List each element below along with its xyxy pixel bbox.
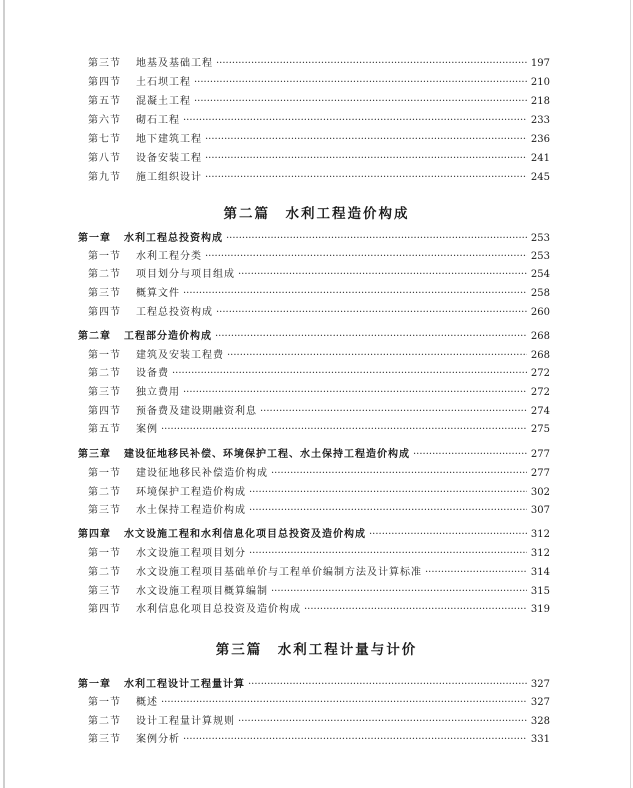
toc-section: 第三节 案例分析 ····· 331: [88, 733, 550, 747]
toc-section: 第三节 水土保持工程造价构成 ····· 307: [88, 504, 550, 518]
toc-section: 第五节 案例 ····· 275: [88, 423, 550, 437]
part-heading: 第三篇 水利工程计量与计价: [215, 642, 418, 658]
toc-section: 第六节 砌石工程 ····· 233: [88, 114, 550, 128]
toc-section: 第三节 概算文件 ····· 258: [88, 287, 550, 301]
toc-section: 第三节 独立费用 ····· 272: [88, 386, 550, 400]
toc-section: 第一节 建设征地移民补偿造价构成 ····· 277: [88, 467, 550, 481]
toc-section: 第二节 设计工程量计算规则 ····· 328: [88, 715, 550, 729]
toc-chapter: 第四章 水文设施工程和水利信息化项目总投资及造价构成 ····· 312: [78, 528, 550, 542]
toc-section: 第一节 建筑及安装工程费 ····· 268: [88, 349, 550, 363]
toc-section: 第二节 环境保护工程造价构成 ····· 302: [88, 486, 550, 500]
part-heading: 第二篇 水利工程造价构成: [223, 206, 410, 222]
toc-section: 第八节 设备安装工程 ····· 241: [88, 152, 550, 166]
toc-section: 第四节 土石坝工程 ····· 210: [88, 76, 550, 90]
toc-section: 第七节 地下建筑工程 ····· 236: [88, 133, 550, 147]
toc-section: 第五节 混凝土工程 ····· 218: [88, 95, 550, 109]
toc-section: 第三节 水文设施工程项目概算编制 ····· 315: [88, 585, 550, 599]
toc-chapter: 第二章 工程部分造价构成 ····· 268: [78, 330, 550, 344]
toc-chapter: 第一章 水利工程设计工程量计算 ····· 327: [78, 678, 550, 692]
toc-chapter: 第一章 水利工程总投资构成 ····· 253: [78, 232, 550, 246]
toc-section: 第三节 地基及基础工程 ····· 197: [88, 57, 550, 71]
toc-section: 第一节 水文设施工程项目划分 ····· 312: [88, 547, 550, 561]
toc-section: 第九节 施工组织设计 ····· 245: [88, 171, 550, 185]
toc-section: 第四节 水利信息化项目总投资及造价构成 ····· 319: [88, 603, 550, 617]
toc-section: 第四节 工程总投资构成 ····· 260: [88, 306, 550, 320]
toc-section: 第二节 设备费 ····· 272: [88, 367, 550, 381]
toc-section: 第二节 项目划分与项目组成 ····· 254: [88, 268, 550, 282]
toc-chapter: 第三章 建设征地移民补偿、环境保护工程、水土保持工程造价构成 ····· 277: [78, 448, 550, 462]
toc-section: 第一节 概述 ····· 327: [88, 696, 550, 710]
toc-section: 第一节 水利工程分类 ····· 253: [88, 250, 550, 264]
toc-section: 第二节 水文设施工程项目基础单价与工程单价编制方法及计算标准 ····· 314: [88, 566, 550, 580]
toc-section: 第四节 预备费及建设期融资利息 ····· 274: [88, 405, 550, 419]
